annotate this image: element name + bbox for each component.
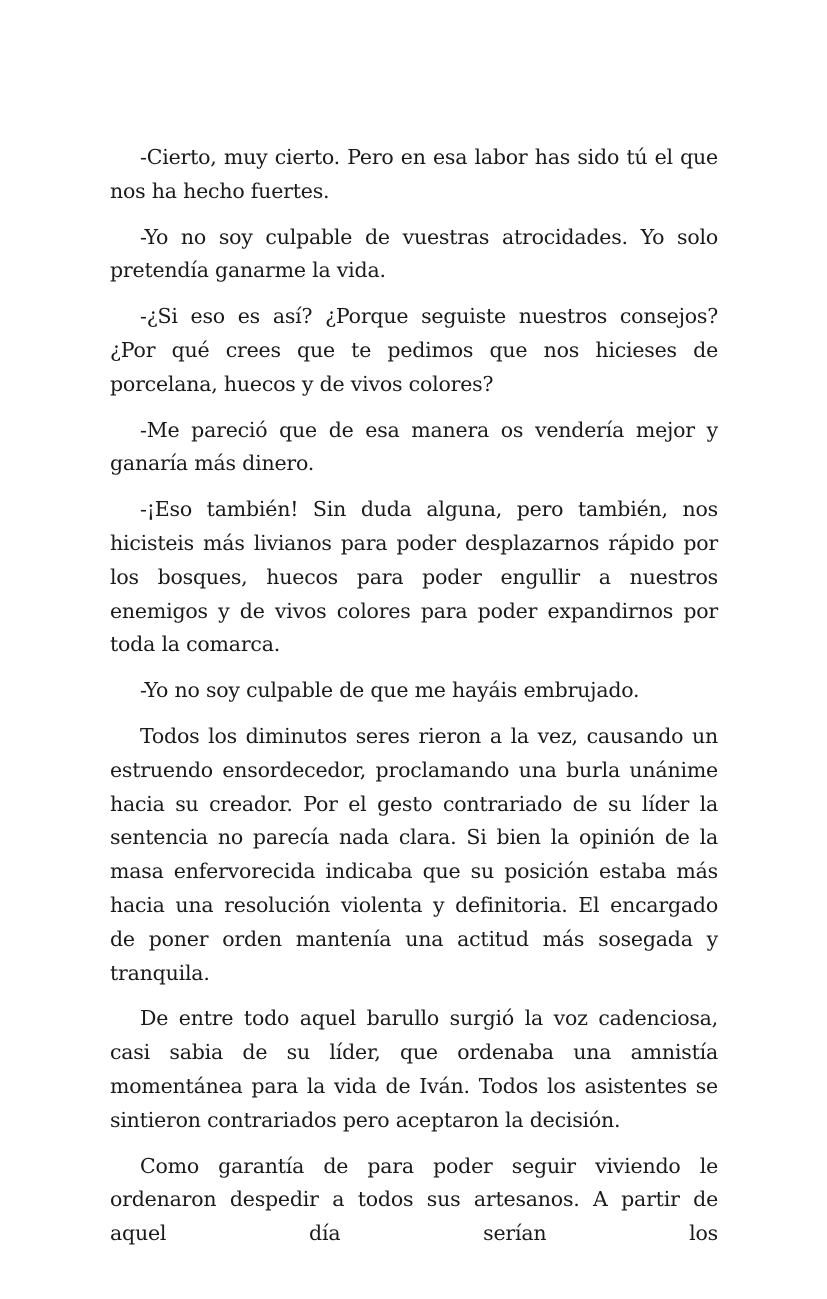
paragraph-3: -¿Si eso es así? ¿Porque seguiste nuestros consejos? ¿Por qué crees que te pedimos que nos hicieses de porcelana, huecos y de vivos colores?	[110, 304, 718, 396]
paragraph-7: Todos los diminutos seres rieron a la vez, causando un estruendo ensordecedor, proclamando una burla unánime hacia su creador. Por el gesto contrariado de su líder la sentencia no parecía nada clara. Si bien la opinión de la masa enfervorecida indicaba que su posición estaba más hacia una resolución violenta y definitoria. El encargado de poner orden mantenía una actitud más sosegada y tranquila.	[110, 723, 718, 985]
paragraph-9: Como garantía de para poder seguir viviendo le ordenaron despedir a todos sus artesanos. A partir de aquel día serían los	[110, 1153, 718, 1246]
paragraph-1: -Cierto, muy cierto. Pero en esa labor has sido tú el que nos ha hecho fuertes.	[110, 145, 718, 203]
paragraph-2: -Yo no soy culpable de vuestras atrocidades. Yo solo pretendía ganarme la vida.	[110, 224, 718, 283]
paragraph-6: -Yo no soy culpable de que me hayáis embrujado.	[140, 678, 640, 703]
paragraph-5: -¡Eso también! Sin duda alguna, pero también, nos hicisteis más livianos para poder desplazarnos rápido por los bosques, huecos para poder engullir a nuestros enemigos y de vivos colores para poder expandirnos por toda la comarca.	[110, 497, 718, 657]
paragraph-4: -Me pareció que de esa manera os vendería mejor y ganaría más dinero.	[110, 417, 718, 476]
paragraph-8: De entre todo aquel barullo surgió la voz cadenciosa, casi sabia de su líder, que ordenaba una amnistía momentánea para la vida de Iván. Todos los asistentes se sintieron contrariados pero aceptaron la decisión.	[110, 1006, 718, 1132]
body-text	[110, 141, 718, 1251]
